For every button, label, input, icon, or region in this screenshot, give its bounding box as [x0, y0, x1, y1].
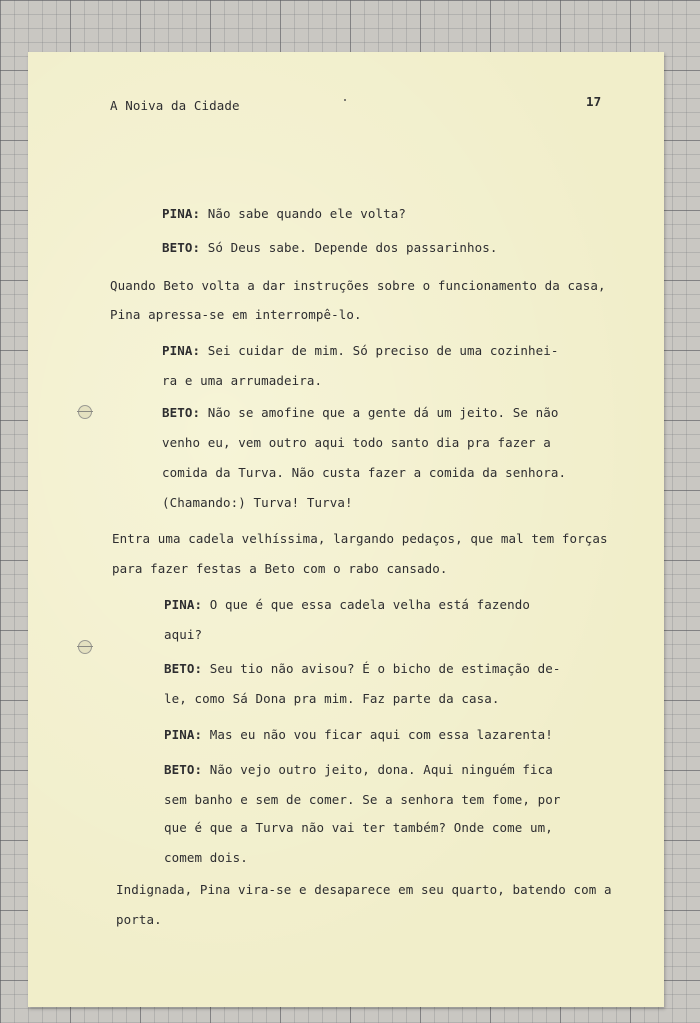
speaker-name: BETO:	[164, 661, 203, 676]
line-text: Sei cuidar de mim. Só preciso de uma cozinhei-	[200, 343, 559, 358]
stage-direction-line	[116, 882, 612, 897]
line-text: aqui?	[164, 627, 203, 642]
line-text: venho eu, vem outro aqui todo santo dia pra fazer a	[162, 435, 551, 450]
line-text: Pina apressa-se em interrompê-lo.	[110, 307, 362, 322]
stage-direction-line	[112, 531, 608, 546]
page-number: 17	[586, 94, 602, 109]
line-text: (Chamando:) Turva! Turva!	[162, 495, 353, 510]
line-text: Seu tio não avisou? É o bicho de estimação de-	[202, 661, 561, 676]
line-text: porta.	[116, 912, 162, 927]
dialogue-line	[164, 727, 553, 742]
line-text: Entra uma cadela velhíssima, largando pedaços, que mal tem forças	[112, 531, 608, 546]
dialogue-line	[162, 465, 566, 480]
stage-direction-line	[110, 278, 606, 293]
line-text: Não sabe quando ele volta?	[200, 206, 407, 221]
dialogue-line	[164, 762, 553, 777]
line-text: comem dois.	[164, 850, 248, 865]
line-text: para fazer festas a Beto com o rabo cansado.	[112, 561, 448, 576]
line-text: comida da Turva. Não custa fazer a comida da senhora.	[162, 465, 567, 480]
dialogue-line	[164, 597, 530, 612]
dialogue-line	[162, 435, 551, 450]
line-text: Indignada, Pina vira-se e desaparece em seu quarto, batendo com a	[116, 882, 612, 897]
line-text: le, como Sá Dona pra mim. Faz parte da casa.	[164, 691, 500, 706]
line-text: Mas eu não vou ficar aqui com essa lazarenta!	[202, 727, 553, 742]
dialogue-line	[162, 343, 559, 358]
speaker-name: PINA:	[164, 597, 203, 612]
document-page	[28, 52, 664, 1007]
stage-direction-line	[112, 561, 448, 576]
dialogue-line	[162, 405, 559, 420]
dialogue-line	[162, 495, 353, 510]
dialogue-line	[164, 627, 202, 642]
dialogue-line	[164, 792, 561, 807]
dialogue-line	[162, 240, 498, 255]
line-text: ra e uma arrumadeira.	[162, 373, 323, 388]
dialogue-line	[162, 373, 322, 388]
stage-direction-line	[116, 912, 162, 927]
line-text: Só Deus sabe. Depende dos passarinhos.	[200, 240, 498, 255]
line-text: Quando Beto volta a dar instruções sobre o funcionamento da casa,	[110, 278, 606, 293]
speaker-name: PINA:	[164, 727, 203, 742]
punch-hole-mark	[78, 640, 92, 654]
dialogue-line	[164, 691, 500, 706]
line-text: Não vejo outro jeito, dona. Aqui ninguém fica	[202, 762, 553, 777]
punch-hole-mark	[78, 405, 92, 419]
dialogue-line	[164, 661, 561, 676]
speaker-name: BETO:	[162, 405, 201, 420]
speaker-name: BETO:	[162, 240, 201, 255]
speaker-name: PINA:	[162, 206, 201, 221]
line-text: sem banho e sem de comer. Se a senhora tem fome, por	[164, 792, 561, 807]
ink-speck	[344, 99, 346, 101]
dialogue-line	[162, 206, 406, 221]
line-text: O que é que essa cadela velha está fazendo	[202, 597, 531, 612]
running-title: A Noiva da Cidade	[110, 98, 240, 113]
speaker-name: BETO:	[164, 762, 203, 777]
line-text: que é que a Turva não vai ter também? Onde come um,	[164, 820, 553, 835]
dialogue-line	[164, 850, 248, 865]
dialogue-line	[164, 820, 553, 835]
line-text: Não se amofine que a gente dá um jeito. Se não	[200, 405, 559, 420]
speaker-name: PINA:	[162, 343, 201, 358]
stage-direction-line	[110, 307, 362, 322]
